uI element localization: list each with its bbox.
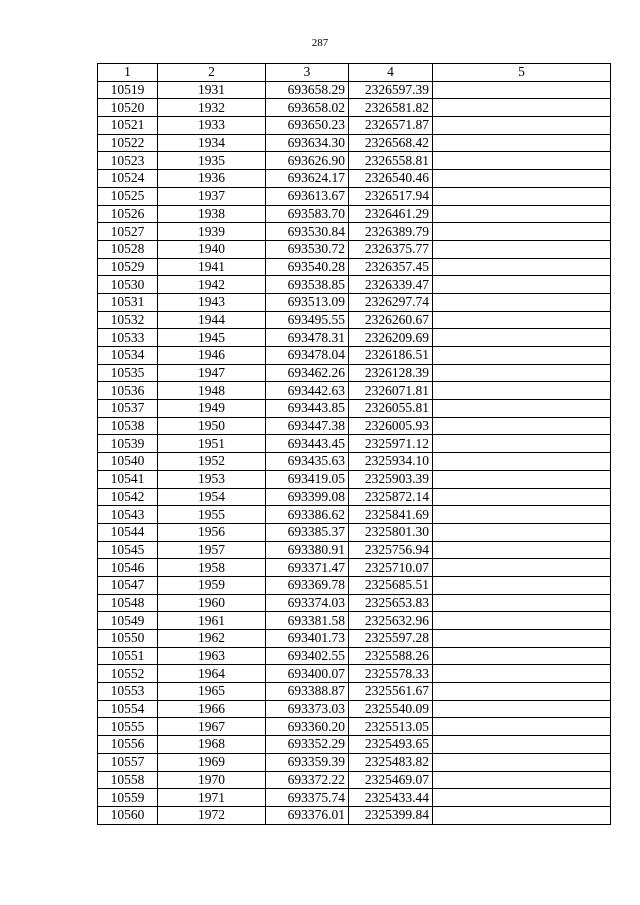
table-row bbox=[98, 400, 611, 418]
x-coordinate-cell: 693540.28 bbox=[266, 258, 349, 276]
x-coordinate-cell: 693435.63 bbox=[266, 453, 349, 471]
table-row bbox=[98, 806, 611, 824]
y-coordinate-cell: 2326571.87 bbox=[349, 117, 433, 135]
y-coordinate-cell: 2325483.82 bbox=[349, 753, 433, 771]
sequence-number-cell: 1938 bbox=[158, 205, 266, 223]
x-coordinate-cell: 693374.03 bbox=[266, 594, 349, 612]
point-number-cell: 10548 bbox=[98, 594, 158, 612]
point-number-cell: 10527 bbox=[98, 223, 158, 241]
table-row bbox=[98, 753, 611, 771]
y-coordinate-cell: 2326128.39 bbox=[349, 364, 433, 382]
column-header: 3 bbox=[266, 64, 349, 82]
sequence-number-cell: 1952 bbox=[158, 453, 266, 471]
x-coordinate-cell: 693399.08 bbox=[266, 488, 349, 506]
sequence-number-cell: 1945 bbox=[158, 329, 266, 347]
x-coordinate-cell: 693419.05 bbox=[266, 470, 349, 488]
sequence-number-cell: 1940 bbox=[158, 240, 266, 258]
point-number-cell: 10531 bbox=[98, 293, 158, 311]
point-number-cell: 10559 bbox=[98, 789, 158, 807]
notes-cell bbox=[433, 453, 611, 471]
point-number-cell: 10558 bbox=[98, 771, 158, 789]
y-coordinate-cell: 2326389.79 bbox=[349, 223, 433, 241]
sequence-number-cell: 1942 bbox=[158, 276, 266, 294]
table-row bbox=[98, 453, 611, 471]
notes-cell bbox=[433, 806, 611, 824]
sequence-number-cell: 1967 bbox=[158, 718, 266, 736]
notes-cell bbox=[433, 329, 611, 347]
sequence-number-cell: 1948 bbox=[158, 382, 266, 400]
notes-cell bbox=[433, 683, 611, 701]
y-coordinate-cell: 2326357.45 bbox=[349, 258, 433, 276]
y-coordinate-cell: 2325801.30 bbox=[349, 523, 433, 541]
table-row bbox=[98, 99, 611, 117]
x-coordinate-cell: 693530.72 bbox=[266, 240, 349, 258]
sequence-number-cell: 1965 bbox=[158, 683, 266, 701]
point-number-cell: 10557 bbox=[98, 753, 158, 771]
x-coordinate-cell: 693447.38 bbox=[266, 417, 349, 435]
sequence-number-cell: 1937 bbox=[158, 187, 266, 205]
notes-cell bbox=[433, 258, 611, 276]
table-row bbox=[98, 134, 611, 152]
sequence-number-cell: 1956 bbox=[158, 523, 266, 541]
table-body bbox=[98, 81, 611, 824]
y-coordinate-cell: 2326597.39 bbox=[349, 81, 433, 99]
column-header: 1 bbox=[98, 64, 158, 82]
notes-cell bbox=[433, 789, 611, 807]
y-coordinate-cell: 2326209.69 bbox=[349, 329, 433, 347]
point-number-cell: 10535 bbox=[98, 364, 158, 382]
notes-cell bbox=[433, 647, 611, 665]
table-row bbox=[98, 594, 611, 612]
table-row bbox=[98, 170, 611, 188]
sequence-number-cell: 1935 bbox=[158, 152, 266, 170]
y-coordinate-cell: 2326055.81 bbox=[349, 400, 433, 418]
notes-cell bbox=[433, 187, 611, 205]
y-coordinate-cell: 2326071.81 bbox=[349, 382, 433, 400]
table-row bbox=[98, 576, 611, 594]
notes-cell bbox=[433, 435, 611, 453]
x-coordinate-cell: 693386.62 bbox=[266, 506, 349, 524]
sequence-number-cell: 1933 bbox=[158, 117, 266, 135]
y-coordinate-cell: 2325513.05 bbox=[349, 718, 433, 736]
sequence-number-cell: 1944 bbox=[158, 311, 266, 329]
y-coordinate-cell: 2325578.33 bbox=[349, 665, 433, 683]
x-coordinate-cell: 693634.30 bbox=[266, 134, 349, 152]
notes-cell bbox=[433, 523, 611, 541]
x-coordinate-cell: 693478.04 bbox=[266, 347, 349, 365]
y-coordinate-cell: 2326005.93 bbox=[349, 417, 433, 435]
table-row bbox=[98, 382, 611, 400]
point-number-cell: 10547 bbox=[98, 576, 158, 594]
y-coordinate-cell: 2326297.74 bbox=[349, 293, 433, 311]
notes-cell bbox=[433, 205, 611, 223]
sequence-number-cell: 1969 bbox=[158, 753, 266, 771]
point-number-cell: 10554 bbox=[98, 700, 158, 718]
sequence-number-cell: 1964 bbox=[158, 665, 266, 683]
table-row bbox=[98, 647, 611, 665]
notes-cell bbox=[433, 293, 611, 311]
column-header: 2 bbox=[158, 64, 266, 82]
notes-cell bbox=[433, 382, 611, 400]
point-number-cell: 10536 bbox=[98, 382, 158, 400]
y-coordinate-cell: 2326517.94 bbox=[349, 187, 433, 205]
x-coordinate-cell: 693380.91 bbox=[266, 541, 349, 559]
table-header bbox=[98, 64, 611, 82]
point-number-cell: 10534 bbox=[98, 347, 158, 365]
x-coordinate-cell: 693513.09 bbox=[266, 293, 349, 311]
y-coordinate-cell: 2325903.39 bbox=[349, 470, 433, 488]
sequence-number-cell: 1953 bbox=[158, 470, 266, 488]
x-coordinate-cell: 693375.74 bbox=[266, 789, 349, 807]
sequence-number-cell: 1949 bbox=[158, 400, 266, 418]
y-coordinate-cell: 2325872.14 bbox=[349, 488, 433, 506]
point-number-cell: 10539 bbox=[98, 435, 158, 453]
notes-cell bbox=[433, 771, 611, 789]
notes-cell bbox=[433, 718, 611, 736]
y-coordinate-cell: 2325561.67 bbox=[349, 683, 433, 701]
y-coordinate-cell: 2325632.96 bbox=[349, 612, 433, 630]
y-coordinate-cell: 2326461.29 bbox=[349, 205, 433, 223]
x-coordinate-cell: 693495.55 bbox=[266, 311, 349, 329]
point-number-cell: 10546 bbox=[98, 559, 158, 577]
notes-cell bbox=[433, 612, 611, 630]
table-row bbox=[98, 683, 611, 701]
sequence-number-cell: 1972 bbox=[158, 806, 266, 824]
sequence-number-cell: 1961 bbox=[158, 612, 266, 630]
table-row bbox=[98, 240, 611, 258]
notes-cell bbox=[433, 488, 611, 506]
table-row bbox=[98, 541, 611, 559]
x-coordinate-cell: 693376.01 bbox=[266, 806, 349, 824]
point-number-cell: 10533 bbox=[98, 329, 158, 347]
sequence-number-cell: 1941 bbox=[158, 258, 266, 276]
y-coordinate-cell: 2326581.82 bbox=[349, 99, 433, 117]
point-number-cell: 10542 bbox=[98, 488, 158, 506]
x-coordinate-cell: 693624.17 bbox=[266, 170, 349, 188]
notes-cell bbox=[433, 400, 611, 418]
point-number-cell: 10526 bbox=[98, 205, 158, 223]
sequence-number-cell: 1943 bbox=[158, 293, 266, 311]
point-number-cell: 10540 bbox=[98, 453, 158, 471]
y-coordinate-cell: 2325756.94 bbox=[349, 541, 433, 559]
point-number-cell: 10549 bbox=[98, 612, 158, 630]
x-coordinate-cell: 693402.55 bbox=[266, 647, 349, 665]
sequence-number-cell: 1946 bbox=[158, 347, 266, 365]
table-row bbox=[98, 311, 611, 329]
x-coordinate-cell: 693658.02 bbox=[266, 99, 349, 117]
x-coordinate-cell: 693381.58 bbox=[266, 612, 349, 630]
x-coordinate-cell: 693360.20 bbox=[266, 718, 349, 736]
y-coordinate-cell: 2325841.69 bbox=[349, 506, 433, 524]
table-row bbox=[98, 347, 611, 365]
page-number: 287 bbox=[311, 37, 329, 49]
table-row bbox=[98, 559, 611, 577]
header-row bbox=[98, 64, 611, 82]
point-number-cell: 10522 bbox=[98, 134, 158, 152]
table-row bbox=[98, 523, 611, 541]
table-row bbox=[98, 364, 611, 382]
point-number-cell: 10538 bbox=[98, 417, 158, 435]
sequence-number-cell: 1947 bbox=[158, 364, 266, 382]
notes-cell bbox=[433, 311, 611, 329]
point-number-cell: 10544 bbox=[98, 523, 158, 541]
column-header: 4 bbox=[349, 64, 433, 82]
point-number-cell: 10530 bbox=[98, 276, 158, 294]
point-number-cell: 10532 bbox=[98, 311, 158, 329]
column-header: 5 bbox=[433, 64, 611, 82]
y-coordinate-cell: 2325597.28 bbox=[349, 630, 433, 648]
point-number-cell: 10541 bbox=[98, 470, 158, 488]
sequence-number-cell: 1931 bbox=[158, 81, 266, 99]
point-number-cell: 10551 bbox=[98, 647, 158, 665]
y-coordinate-cell: 2325399.84 bbox=[349, 806, 433, 824]
x-coordinate-cell: 693352.29 bbox=[266, 736, 349, 754]
y-coordinate-cell: 2325493.65 bbox=[349, 736, 433, 754]
notes-cell bbox=[433, 170, 611, 188]
table-row bbox=[98, 470, 611, 488]
notes-cell bbox=[433, 81, 611, 99]
notes-cell bbox=[433, 117, 611, 135]
notes-cell bbox=[433, 559, 611, 577]
table-row bbox=[98, 700, 611, 718]
y-coordinate-cell: 2326568.42 bbox=[349, 134, 433, 152]
sequence-number-cell: 1960 bbox=[158, 594, 266, 612]
table-row bbox=[98, 718, 611, 736]
table-row bbox=[98, 81, 611, 99]
table-row bbox=[98, 152, 611, 170]
notes-cell bbox=[433, 736, 611, 754]
table-row bbox=[98, 117, 611, 135]
notes-cell bbox=[433, 347, 611, 365]
x-coordinate-cell: 693626.90 bbox=[266, 152, 349, 170]
notes-cell bbox=[433, 223, 611, 241]
point-number-cell: 10553 bbox=[98, 683, 158, 701]
sequence-number-cell: 1954 bbox=[158, 488, 266, 506]
y-coordinate-cell: 2326260.67 bbox=[349, 311, 433, 329]
y-coordinate-cell: 2325934.10 bbox=[349, 453, 433, 471]
point-number-cell: 10550 bbox=[98, 630, 158, 648]
sequence-number-cell: 1951 bbox=[158, 435, 266, 453]
point-number-cell: 10523 bbox=[98, 152, 158, 170]
notes-cell bbox=[433, 753, 611, 771]
point-number-cell: 10520 bbox=[98, 99, 158, 117]
table-row bbox=[98, 612, 611, 630]
point-number-cell: 10545 bbox=[98, 541, 158, 559]
sequence-number-cell: 1950 bbox=[158, 417, 266, 435]
x-coordinate-cell: 693388.87 bbox=[266, 683, 349, 701]
point-number-cell: 10556 bbox=[98, 736, 158, 754]
x-coordinate-cell: 693613.67 bbox=[266, 187, 349, 205]
table-row bbox=[98, 771, 611, 789]
x-coordinate-cell: 693359.39 bbox=[266, 753, 349, 771]
x-coordinate-cell: 693443.45 bbox=[266, 435, 349, 453]
notes-cell bbox=[433, 700, 611, 718]
table-row bbox=[98, 223, 611, 241]
table-row bbox=[98, 789, 611, 807]
point-number-cell: 10560 bbox=[98, 806, 158, 824]
sequence-number-cell: 1934 bbox=[158, 134, 266, 152]
x-coordinate-cell: 693401.73 bbox=[266, 630, 349, 648]
sequence-number-cell: 1939 bbox=[158, 223, 266, 241]
y-coordinate-cell: 2326186.51 bbox=[349, 347, 433, 365]
y-coordinate-cell: 2325685.51 bbox=[349, 576, 433, 594]
x-coordinate-cell: 693478.31 bbox=[266, 329, 349, 347]
point-number-cell: 10521 bbox=[98, 117, 158, 135]
point-number-cell: 10528 bbox=[98, 240, 158, 258]
table-row bbox=[98, 630, 611, 648]
y-coordinate-cell: 2326558.81 bbox=[349, 152, 433, 170]
notes-cell bbox=[433, 240, 611, 258]
table-row bbox=[98, 329, 611, 347]
notes-cell bbox=[433, 99, 611, 117]
notes-cell bbox=[433, 364, 611, 382]
x-coordinate-cell: 693442.63 bbox=[266, 382, 349, 400]
x-coordinate-cell: 693658.29 bbox=[266, 81, 349, 99]
sequence-number-cell: 1957 bbox=[158, 541, 266, 559]
notes-cell bbox=[433, 152, 611, 170]
y-coordinate-cell: 2325710.07 bbox=[349, 559, 433, 577]
y-coordinate-cell: 2326339.47 bbox=[349, 276, 433, 294]
x-coordinate-cell: 693650.23 bbox=[266, 117, 349, 135]
notes-cell bbox=[433, 470, 611, 488]
y-coordinate-cell: 2326375.77 bbox=[349, 240, 433, 258]
x-coordinate-cell: 693371.47 bbox=[266, 559, 349, 577]
notes-cell bbox=[433, 417, 611, 435]
notes-cell bbox=[433, 665, 611, 683]
x-coordinate-cell: 693372.22 bbox=[266, 771, 349, 789]
table-row bbox=[98, 417, 611, 435]
x-coordinate-cell: 693443.85 bbox=[266, 400, 349, 418]
x-coordinate-cell: 693538.85 bbox=[266, 276, 349, 294]
notes-cell bbox=[433, 594, 611, 612]
y-coordinate-cell: 2325971.12 bbox=[349, 435, 433, 453]
sequence-number-cell: 1958 bbox=[158, 559, 266, 577]
point-number-cell: 10552 bbox=[98, 665, 158, 683]
point-number-cell: 10529 bbox=[98, 258, 158, 276]
y-coordinate-cell: 2326540.46 bbox=[349, 170, 433, 188]
notes-cell bbox=[433, 506, 611, 524]
table-row bbox=[98, 276, 611, 294]
point-number-cell: 10537 bbox=[98, 400, 158, 418]
x-coordinate-cell: 693373.03 bbox=[266, 700, 349, 718]
point-number-cell: 10519 bbox=[98, 81, 158, 99]
sequence-number-cell: 1932 bbox=[158, 99, 266, 117]
y-coordinate-cell: 2325588.26 bbox=[349, 647, 433, 665]
table-row bbox=[98, 665, 611, 683]
notes-cell bbox=[433, 630, 611, 648]
sequence-number-cell: 1963 bbox=[158, 647, 266, 665]
table-row bbox=[98, 205, 611, 223]
sequence-number-cell: 1955 bbox=[158, 506, 266, 524]
sequence-number-cell: 1936 bbox=[158, 170, 266, 188]
table-row bbox=[98, 488, 611, 506]
table-row bbox=[98, 293, 611, 311]
table-row bbox=[98, 736, 611, 754]
table-row bbox=[98, 435, 611, 453]
sequence-number-cell: 1966 bbox=[158, 700, 266, 718]
table-row bbox=[98, 187, 611, 205]
x-coordinate-cell: 693400.07 bbox=[266, 665, 349, 683]
point-number-cell: 10524 bbox=[98, 170, 158, 188]
sequence-number-cell: 1959 bbox=[158, 576, 266, 594]
table-row bbox=[98, 506, 611, 524]
x-coordinate-cell: 693385.37 bbox=[266, 523, 349, 541]
notes-cell bbox=[433, 276, 611, 294]
sequence-number-cell: 1968 bbox=[158, 736, 266, 754]
x-coordinate-cell: 693369.78 bbox=[266, 576, 349, 594]
x-coordinate-cell: 693462.26 bbox=[266, 364, 349, 382]
x-coordinate-cell: 693530.84 bbox=[266, 223, 349, 241]
y-coordinate-cell: 2325653.83 bbox=[349, 594, 433, 612]
point-number-cell: 10525 bbox=[98, 187, 158, 205]
sequence-number-cell: 1971 bbox=[158, 789, 266, 807]
notes-cell bbox=[433, 134, 611, 152]
y-coordinate-cell: 2325469.07 bbox=[349, 771, 433, 789]
point-number-cell: 10543 bbox=[98, 506, 158, 524]
coordinates-table bbox=[97, 63, 611, 825]
notes-cell bbox=[433, 576, 611, 594]
sequence-number-cell: 1962 bbox=[158, 630, 266, 648]
notes-cell bbox=[433, 541, 611, 559]
sequence-number-cell: 1970 bbox=[158, 771, 266, 789]
table-row bbox=[98, 258, 611, 276]
point-number-cell: 10555 bbox=[98, 718, 158, 736]
y-coordinate-cell: 2325433.44 bbox=[349, 789, 433, 807]
x-coordinate-cell: 693583.70 bbox=[266, 205, 349, 223]
y-coordinate-cell: 2325540.09 bbox=[349, 700, 433, 718]
